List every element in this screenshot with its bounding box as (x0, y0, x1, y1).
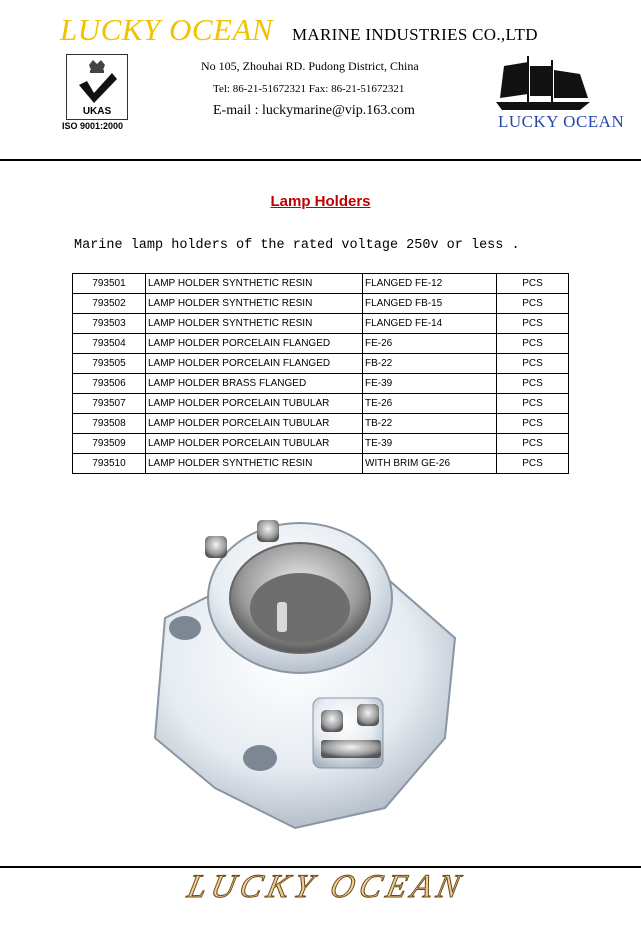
company-name: MARINE INDUSTRIES CO.,LTD (292, 25, 538, 44)
cell-description: LAMP HOLDER PORCELAIN TUBULAR (146, 414, 363, 434)
cell-description: LAMP HOLDER SYNTHETIC RESIN (146, 274, 363, 294)
cell-description: LAMP HOLDER BRASS FLANGED (146, 374, 363, 394)
header-divider (0, 159, 641, 161)
table-row (73, 394, 569, 414)
porcelain-lamp-holder-photo (145, 508, 470, 846)
table-row (73, 454, 569, 474)
footer-brand: LUCKY OCEAN (184, 869, 468, 905)
cell-code: 793501 (73, 274, 146, 294)
cell-type: TE-26 (363, 394, 497, 414)
ukas-label: UKAS (82, 106, 112, 117)
table-row (73, 414, 569, 434)
cell-type: WITH BRIM GE-26 (363, 454, 497, 474)
cell-type: FE-39 (363, 374, 497, 394)
cell-description: LAMP HOLDER PORCELAIN TUBULAR (146, 434, 363, 454)
cell-unit: PCS (497, 354, 569, 374)
table-row (73, 294, 569, 314)
cell-code: 793505 (73, 354, 146, 374)
product-description: Marine lamp holders of the rated voltage 250v or less . (74, 238, 520, 253)
page-title: Lamp Holders (270, 193, 371, 210)
cell-type: FLANGED FB-15 (363, 294, 497, 314)
table-row (73, 434, 569, 454)
cell-type: FLANGED FE-14 (363, 314, 497, 334)
company-address: No 105, Zhouhai RD. Pudong District, China (201, 59, 419, 73)
cell-description: LAMP HOLDER SYNTHETIC RESIN (146, 294, 363, 314)
cell-code: 793503 (73, 314, 146, 334)
cell-type: FB-22 (363, 354, 497, 374)
cell-unit: PCS (497, 334, 569, 354)
cell-description: LAMP HOLDER PORCELAIN TUBULAR (146, 394, 363, 414)
cell-code: 793508 (73, 414, 146, 434)
table-row (73, 354, 569, 374)
cell-code: 793502 (73, 294, 146, 314)
cell-unit: PCS (497, 454, 569, 474)
cell-type: TB-22 (363, 414, 497, 434)
cell-unit: PCS (497, 374, 569, 394)
cell-description: LAMP HOLDER PORCELAIN FLANGED (146, 354, 363, 374)
logo-caption: LUCKY OCEAN (498, 112, 625, 131)
cell-unit: PCS (497, 274, 569, 294)
cell-unit: PCS (497, 414, 569, 434)
cell-unit: PCS (497, 314, 569, 334)
table-row (73, 334, 569, 354)
table-row (73, 274, 569, 294)
cell-type: FE-26 (363, 334, 497, 354)
cell-type: FLANGED FE-12 (363, 274, 497, 294)
ukas-certification-logo (66, 54, 128, 120)
cell-description: LAMP HOLDER SYNTHETIC RESIN (146, 454, 363, 474)
cell-unit: PCS (497, 394, 569, 414)
product-table (72, 273, 569, 474)
company-email: E-mail : luckymarine@vip.163.com (213, 103, 415, 118)
cell-code: 793507 (73, 394, 146, 414)
cell-code: 793506 (73, 374, 146, 394)
cell-code: 793504 (73, 334, 146, 354)
table-row (73, 374, 569, 394)
cell-unit: PCS (497, 434, 569, 454)
cell-unit: PCS (497, 294, 569, 314)
iso-certification-text: ISO 9001:2000 (62, 121, 124, 131)
table-row (73, 314, 569, 334)
brand-name: LUCKY OCEAN (60, 12, 274, 47)
cell-description: LAMP HOLDER PORCELAIN FLANGED (146, 334, 363, 354)
cell-description: LAMP HOLDER SYNTHETIC RESIN (146, 314, 363, 334)
company-phone: Tel: 86-21-51672321 Fax: 86-21-51672321 (213, 83, 405, 95)
footer-divider (0, 866, 641, 868)
cell-code: 793509 (73, 434, 146, 454)
cell-code: 793510 (73, 454, 146, 474)
cell-type: TE-39 (363, 434, 497, 454)
